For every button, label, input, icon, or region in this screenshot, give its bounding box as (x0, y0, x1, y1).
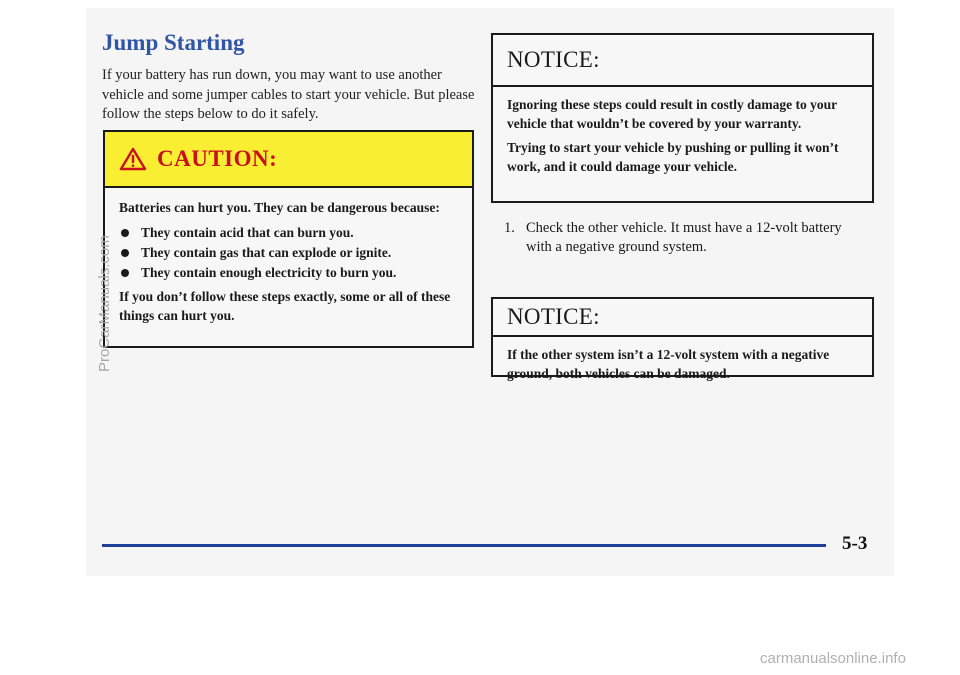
bullet-dot-icon (121, 229, 129, 237)
bullet-dot-icon (121, 249, 129, 257)
notice-paragraph: Ignoring these steps could result in costly damage to your vehicle that wouldn’t be covered by your warranty. (507, 97, 837, 131)
notice-body (493, 337, 872, 383)
caution-header (105, 132, 472, 188)
caution-closing: If you don’t follow these steps exactly, some or all of these things can hurt you. (119, 289, 451, 323)
bullet-dot-icon (121, 269, 129, 277)
step-number: 1. (504, 220, 515, 236)
caution-bullet: They contain gas that can explode or ignite. (119, 243, 462, 263)
caution-bullet-list (119, 223, 462, 283)
notice-header: NOTICE: (493, 299, 872, 337)
step-text: Check the other vehicle. It must have a 12-volt battery with a negative ground system. (526, 220, 842, 255)
caution-lead: Batteries can hurt you. They can be dangerous because: (119, 200, 440, 215)
page-number: 5-3 (842, 533, 868, 554)
watermark-bottom: carmanualsonline.info (760, 650, 906, 667)
step-1 (504, 219, 864, 257)
notice-header: NOTICE: (493, 35, 872, 87)
caution-bullet: They contain enough electricity to burn you. (119, 263, 462, 283)
notice-body (493, 87, 872, 176)
notice-paragraph: If the other system isn’t a 12-volt system with a negative ground, both vehicles can be damaged. (507, 347, 830, 381)
caution-box (103, 130, 474, 348)
caution-label: CAUTION: (157, 146, 278, 171)
notice-box-warranty (491, 33, 874, 203)
notice-paragraph: Trying to start your vehicle by pushing or pulling it won’t work, and it could damage your vehicle. (507, 140, 839, 174)
warning-triangle-icon (119, 147, 147, 171)
notice-box-voltage (491, 297, 874, 381)
intro-paragraph: If your battery has run down, you may want to use another vehicle and some jumper cables to start your vehicle. But please follow the steps below to do it safely. (102, 67, 475, 122)
footer-rule (102, 544, 826, 547)
caution-bullet: They contain acid that can burn you. (119, 223, 462, 243)
caution-body (105, 188, 472, 325)
watermark-vertical: ProCarManuals.com (96, 235, 113, 372)
page-title: Jump Starting (102, 30, 245, 55)
